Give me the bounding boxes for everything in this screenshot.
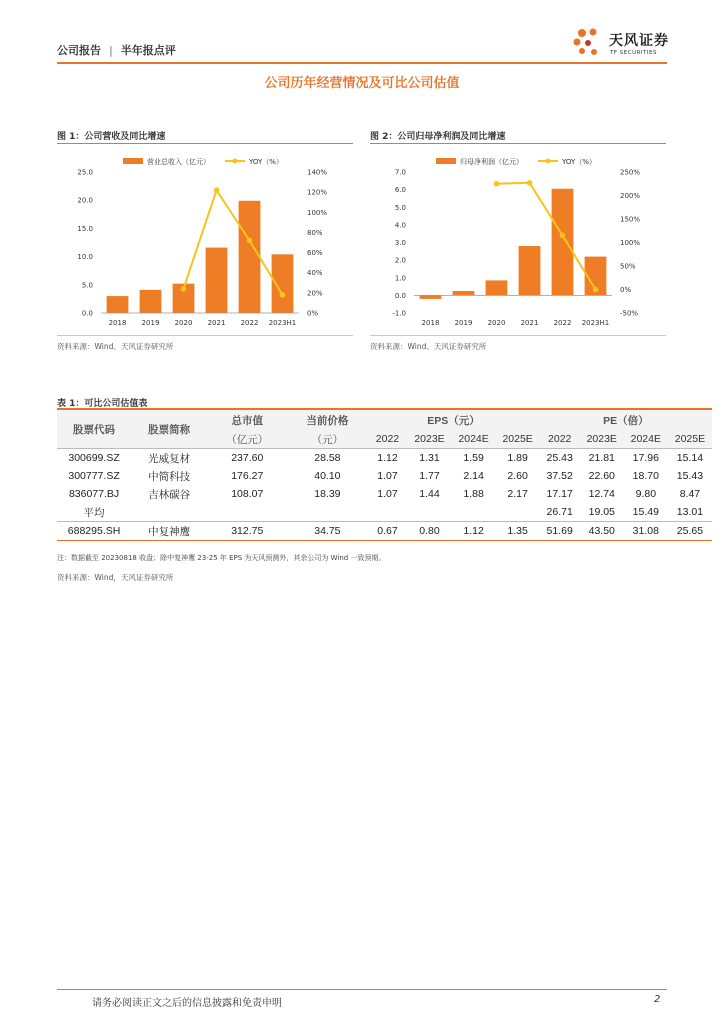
col-header-price: 当前价格 bbox=[306, 414, 349, 427]
pe-value: 51.69 bbox=[546, 525, 573, 537]
y-right-tick-label: -50% bbox=[620, 309, 639, 318]
pe-value: 12.74 bbox=[588, 488, 615, 500]
pe-value: 21.81 bbox=[588, 452, 615, 464]
figure-2-source: 资料来源：Wind、天风证券研究所 bbox=[370, 342, 487, 351]
stock-name: 中简科技 bbox=[148, 470, 191, 483]
bar bbox=[486, 280, 508, 295]
stock-code: 300699.SZ bbox=[68, 452, 120, 464]
figure-2-bottom-rule bbox=[370, 335, 666, 336]
eps-value: 0.80 bbox=[419, 525, 440, 537]
price: 40.10 bbox=[314, 470, 341, 482]
valuation-table bbox=[57, 408, 712, 541]
eps-value: 1.07 bbox=[377, 488, 398, 500]
col-header-eps: EPS（元） bbox=[427, 414, 480, 427]
bar bbox=[453, 291, 475, 295]
eps-value: 1.31 bbox=[419, 452, 440, 464]
pe-average: 26.71 bbox=[546, 506, 573, 518]
bar bbox=[519, 246, 541, 295]
y-left-tick-label: -1.0 bbox=[392, 309, 406, 318]
bar bbox=[206, 248, 228, 313]
x-tick-label: 2022 bbox=[240, 319, 259, 327]
yoy-point bbox=[527, 180, 533, 186]
net-profit-chart bbox=[370, 150, 666, 334]
bar bbox=[107, 296, 129, 313]
eps-value: 1.12 bbox=[377, 452, 398, 464]
pe-value: 43.50 bbox=[588, 525, 615, 537]
x-tick-label: 2020 bbox=[174, 319, 193, 327]
col-header-pe: PE（倍） bbox=[603, 414, 649, 427]
pe-average: 13.01 bbox=[676, 506, 704, 518]
col-header-price-unit: （元） bbox=[311, 433, 344, 446]
y-right-tick-label: 50% bbox=[620, 262, 636, 271]
price: 28.58 bbox=[314, 452, 341, 464]
pe-value: 25.65 bbox=[676, 525, 704, 537]
y-right-tick-label: 80% bbox=[307, 228, 323, 237]
col-header-code: 股票代码 bbox=[73, 423, 116, 436]
pe-value: 15.43 bbox=[676, 470, 704, 482]
col-header-mktcap-unit: （亿元） bbox=[226, 433, 269, 446]
pe-value: 9.80 bbox=[635, 488, 657, 500]
y-left-tick-label: 20.0 bbox=[77, 196, 93, 205]
pe-value: 8.47 bbox=[679, 488, 701, 500]
average-row bbox=[57, 503, 712, 522]
x-tick-label: 2019 bbox=[141, 319, 160, 327]
year-header: 2022 bbox=[548, 433, 572, 445]
y-left-tick-label: 3.0 bbox=[394, 239, 406, 247]
figure-1-title: 图 1：公司营收及同比增速 bbox=[57, 132, 166, 142]
legend-bar-label: 归母净利润（亿元） bbox=[460, 158, 523, 166]
section-title: 公司历年经营情况及可比公司估值 bbox=[264, 76, 460, 91]
legend-line-label: YOY（%） bbox=[562, 158, 596, 166]
eps-value: 1.12 bbox=[463, 525, 484, 537]
eps-value: 1.35 bbox=[507, 525, 528, 537]
stock-code: 300777.SZ bbox=[68, 470, 120, 482]
y-right-tick-label: 140% bbox=[307, 168, 328, 177]
revenue-chart bbox=[57, 150, 353, 334]
x-tick-label: 2022 bbox=[553, 319, 572, 327]
legend-line-label: YOY（%） bbox=[249, 158, 283, 166]
market-cap: 312.75 bbox=[231, 525, 264, 537]
stock-name: 中复神鹰 bbox=[148, 525, 191, 538]
logo-name-cn: 天风证券 bbox=[609, 33, 669, 49]
pe-value: 31.08 bbox=[632, 525, 659, 537]
year-header: 2022 bbox=[375, 433, 400, 445]
year-header: 2024E bbox=[458, 433, 489, 445]
bar bbox=[420, 295, 442, 299]
bar bbox=[140, 290, 162, 313]
y-right-tick-label: 100% bbox=[620, 239, 641, 247]
y-left-tick-label: 2.0 bbox=[394, 256, 406, 265]
legend-bar-label: 营业总收入（亿元） bbox=[147, 158, 210, 166]
yoy-point bbox=[214, 187, 220, 193]
average-label: 平均 bbox=[83, 506, 105, 519]
stock-name: 光威复材 bbox=[148, 452, 191, 465]
y-left-tick-label: 5.0 bbox=[81, 281, 93, 290]
eps-value: 1.59 bbox=[463, 452, 484, 464]
x-tick-label: 2018 bbox=[421, 319, 440, 327]
market-cap: 237.60 bbox=[231, 452, 264, 464]
y-left-tick-label: 25.0 bbox=[77, 168, 93, 177]
figure-2-top-rule bbox=[370, 143, 666, 144]
y-left-tick-label: 6.0 bbox=[394, 186, 406, 195]
y-right-tick-label: 200% bbox=[620, 192, 641, 200]
report-header bbox=[57, 42, 176, 58]
eps-value: 1.77 bbox=[419, 470, 440, 482]
yoy-point bbox=[494, 181, 500, 187]
y-left-tick-label: 10.0 bbox=[77, 253, 93, 262]
header-separator: | bbox=[108, 44, 113, 57]
table-row bbox=[57, 449, 712, 468]
yoy-point bbox=[280, 292, 286, 298]
figure-1-top-rule bbox=[57, 143, 353, 144]
table-row bbox=[57, 485, 712, 503]
footer-disclaimer: 请务必阅读正文之后的信息披露和免责申明 bbox=[92, 998, 282, 1009]
figure-2-title: 图 2：公司归母净利润及同比增速 bbox=[370, 132, 506, 142]
y-right-tick-label: 60% bbox=[307, 249, 323, 258]
pe-value: 18.70 bbox=[632, 470, 659, 482]
yoy-point bbox=[247, 238, 253, 244]
y-right-tick-label: 20% bbox=[307, 289, 323, 298]
logo-name-en: TF SECURITIES bbox=[610, 50, 657, 56]
pe-value: 25.43 bbox=[546, 452, 573, 464]
yoy-point bbox=[181, 286, 187, 292]
yoy-line bbox=[497, 183, 596, 290]
x-tick-label: 2018 bbox=[108, 319, 127, 327]
price: 34.75 bbox=[314, 525, 341, 537]
table-source: 资料来源：Wind，天风证券研究所 bbox=[57, 573, 174, 582]
price: 18.39 bbox=[314, 488, 341, 500]
stock-code: 836077.BJ bbox=[68, 488, 120, 500]
y-left-tick-label: 0.0 bbox=[394, 291, 406, 300]
legend-bar-swatch bbox=[123, 158, 143, 164]
y-right-tick-label: 150% bbox=[620, 215, 641, 224]
stock-name: 吉林碳谷 bbox=[148, 488, 191, 501]
eps-value: 1.44 bbox=[419, 488, 440, 500]
stock-code: 688295.SH bbox=[67, 525, 121, 537]
target-company-row bbox=[57, 522, 712, 541]
footer-divider bbox=[57, 989, 667, 990]
pe-value: 17.17 bbox=[546, 488, 573, 500]
pe-average: 19.05 bbox=[588, 506, 615, 518]
bar bbox=[239, 201, 261, 313]
pe-value: 37.52 bbox=[546, 470, 573, 482]
y-left-tick-label: 4.0 bbox=[394, 221, 406, 230]
header-divider bbox=[57, 62, 667, 64]
eps-value: 1.88 bbox=[463, 488, 484, 500]
eps-value: 1.07 bbox=[377, 470, 398, 482]
eps-value: 1.89 bbox=[507, 452, 528, 464]
table-note: 注：数据截至 20230818 收盘；除中复神鹰 23-25 年 EPS 为天风预测外，其余公司为 Wind 一致预期。 bbox=[57, 554, 386, 562]
y-left-tick-label: 7.0 bbox=[394, 168, 406, 177]
x-tick-label: 2021 bbox=[207, 319, 226, 327]
legend-line-marker bbox=[546, 159, 551, 164]
x-tick-label: 2023H1 bbox=[268, 319, 297, 327]
eps-value: 2.14 bbox=[463, 470, 484, 482]
figure-1-bottom-rule bbox=[57, 335, 353, 336]
yoy-line bbox=[184, 190, 283, 295]
eps-value: 0.67 bbox=[377, 525, 398, 537]
figure-1-source: 资料来源：Wind、天风证券研究所 bbox=[57, 342, 174, 351]
report-type: 公司报告 bbox=[57, 44, 101, 57]
legend-bar-swatch bbox=[436, 158, 456, 164]
y-left-tick-label: 5.0 bbox=[394, 203, 406, 212]
x-tick-label: 2020 bbox=[487, 319, 506, 327]
yoy-point bbox=[560, 233, 566, 239]
report-category: 半年报点评 bbox=[120, 44, 176, 57]
table-title: 表 1：可比公司估值表 bbox=[57, 399, 148, 409]
table-row bbox=[57, 467, 712, 485]
y-right-tick-label: 0% bbox=[307, 309, 319, 318]
x-tick-label: 2019 bbox=[454, 319, 473, 327]
yoy-point bbox=[593, 287, 599, 293]
pe-value: 17.96 bbox=[632, 452, 659, 464]
year-header: 2023E bbox=[414, 433, 445, 445]
x-tick-label: 2023H1 bbox=[581, 319, 610, 327]
y-right-tick-label: 40% bbox=[307, 269, 323, 278]
year-header: 2023E bbox=[586, 433, 617, 445]
y-right-tick-label: 120% bbox=[307, 188, 328, 197]
market-cap: 108.07 bbox=[231, 488, 264, 500]
eps-value: 2.60 bbox=[507, 470, 528, 482]
y-left-tick-label: 0.0 bbox=[81, 309, 93, 318]
year-header: 2025E bbox=[674, 433, 706, 445]
eps-value: 2.17 bbox=[507, 488, 528, 500]
bar bbox=[552, 189, 574, 296]
market-cap: 176.27 bbox=[231, 470, 264, 482]
y-left-tick-label: 15.0 bbox=[77, 224, 93, 233]
x-tick-label: 2021 bbox=[520, 319, 539, 327]
pe-value: 22.60 bbox=[588, 470, 615, 482]
y-right-tick-label: 0% bbox=[620, 286, 632, 294]
flower-mark-icon bbox=[574, 29, 598, 56]
y-right-tick-label: 250% bbox=[620, 168, 641, 177]
col-header-name: 股票简称 bbox=[148, 423, 191, 436]
year-header: 2024E bbox=[630, 433, 661, 445]
col-header-mktcap: 总市值 bbox=[231, 414, 264, 427]
page-number: 2 bbox=[654, 994, 661, 1005]
pe-average: 15.49 bbox=[632, 506, 659, 518]
y-left-tick-label: 1.0 bbox=[394, 274, 406, 283]
legend-line-marker bbox=[233, 159, 238, 164]
year-header: 2025E bbox=[502, 433, 533, 445]
y-right-tick-label: 100% bbox=[307, 208, 328, 217]
pe-value: 15.14 bbox=[676, 452, 704, 464]
